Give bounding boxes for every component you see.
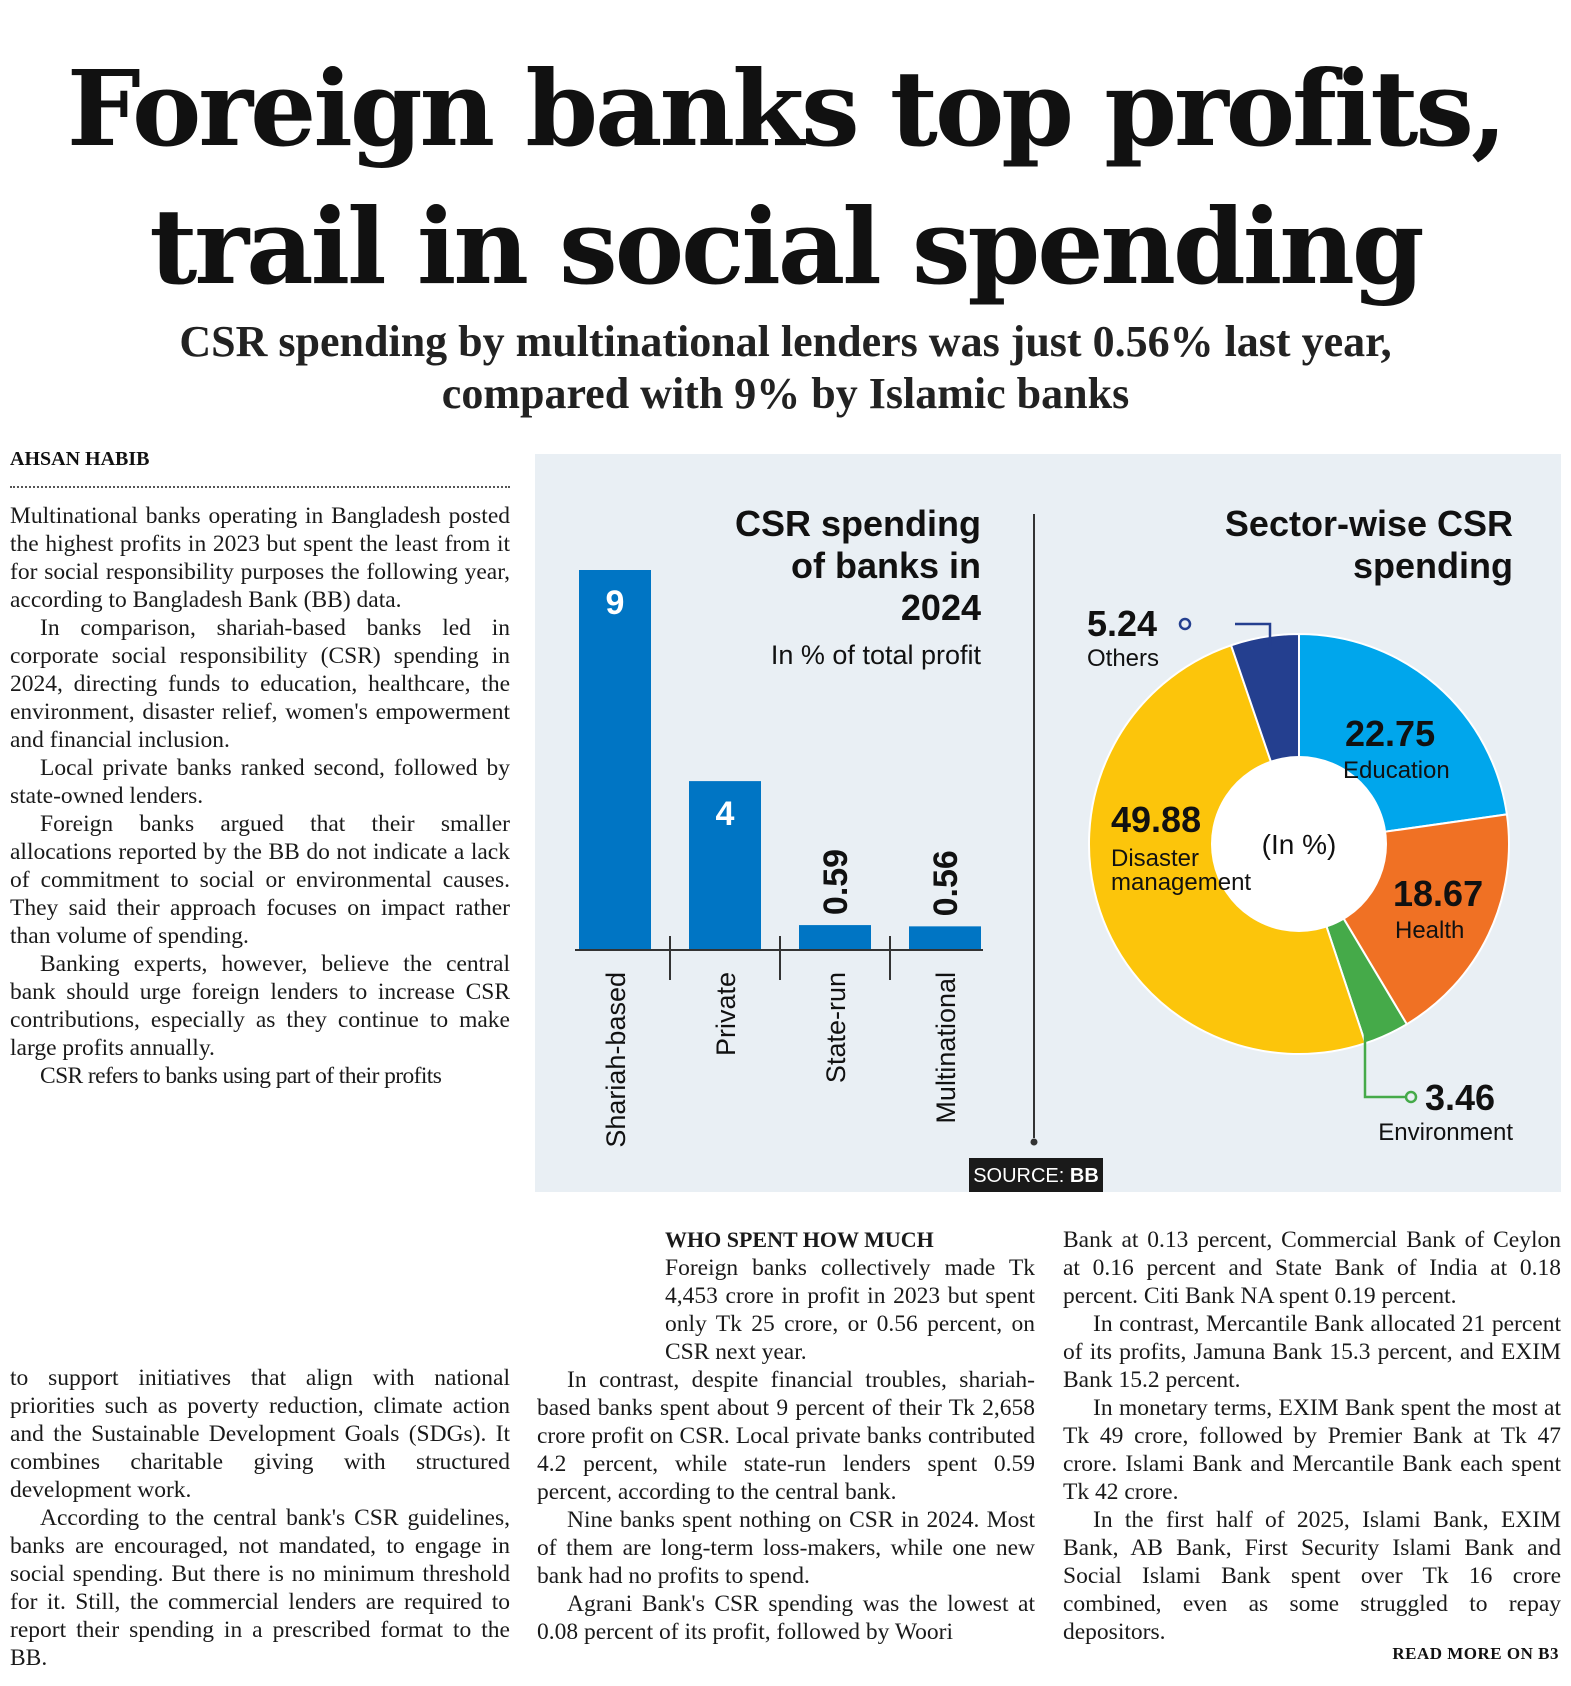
bar-shariah-based [579, 570, 651, 950]
article-column-2 [537, 1226, 1035, 1646]
paragraph: Nine banks spent nothing on CSR in 2024. Most of them are long-term loss-makers, while one new bank had no profits to spend. [537, 1507, 1035, 1589]
paragraph: Bank at 0.13 percent, Commercial Bank of Ceylon at 0.16 percent and State Bank of India at 0.18 percent. Citi Bank NA spent 0.19 percent. [1063, 1227, 1561, 1309]
read-more-link[interactable]: READ MORE ON B3 [1392, 1644, 1559, 1663]
paragraph: Foreign banks collectively made Tk 4,453 crore in profit in 2023 but spent only Tk 25 crore, or 0.56 percent, on CSR next year. [665, 1255, 1035, 1365]
subheadline-line-1: CSR spending by multinational lenders was just 0.56% last year, [179, 317, 1392, 366]
paragraph: In contrast, Mercantile Bank allocated 21 percent of its profits, Jamuna Bank 15.3 percent, and EXIM Bank 15.2 percent. [1063, 1311, 1561, 1393]
paragraph: In contrast, despite financial troubles, shariah-based banks spent about 9 percent of their Tk 2,658 crore profit on CSR. Local private banks contributed 4.2 percent, while state-run lenders spent 0.59 percent, according to the central bank. [537, 1367, 1035, 1505]
paragraph: to support initiatives that align with national priorities such as poverty reduction, climate action and the Sustainable Development Goals (SDGs). It combines charitable giving with structured development work. [10, 1365, 510, 1503]
education-name-label: Education [1343, 757, 1450, 784]
article-column-1-top [10, 502, 510, 1090]
section-subheading: WHO SPENT HOW MUCH [665, 1227, 934, 1252]
paragraph: Foreign banks argued that their smaller allocations reported by the BB do not indicate a lack of commitment to social or environmental causes. They said their approach focuses on impact rather than volume of spending. [10, 811, 510, 949]
infographic [535, 454, 1561, 1192]
article-column-3 [1063, 1226, 1561, 1646]
subheadline-line-2: compared with 9% by Islamic banks [441, 369, 1130, 418]
others-name-label: Others [1087, 645, 1160, 672]
paragraph: In comparison, shariah-based banks led in corporate social responsibility (CSR) spending in 2024, directing funds to education, healthcare, the environment, disaster relief, women's empowerment and financial inclusion. [10, 615, 510, 753]
paragraph: In the first half of 2025, Islami Bank, EXIM Bank, AB Bank, First Security Islami Bank and Social Islami Bank spent over Tk 16 crore combined, even as some struggled to repay depositors. [1063, 1507, 1561, 1645]
bar-value-label: 9 [605, 584, 625, 622]
source-value: BB [1069, 1165, 1099, 1187]
category-label: Private [711, 972, 741, 1057]
byline: AHSAN HABIB [10, 448, 150, 470]
category-label: Shariah-based [601, 972, 631, 1148]
bar-value-label: 0.56 [927, 850, 965, 917]
headline [0, 40, 1571, 316]
subheadline [0, 316, 1571, 420]
pie-chart-title-line-1: Sector-wise CSR [1224, 503, 1513, 544]
bar-chart-title-line-3: 2024 [900, 587, 981, 628]
health-value-label: 18.67 [1393, 873, 1484, 914]
disaster-value-label: 49.88 [1111, 799, 1202, 840]
paragraph: Agrani Bank's CSR spending was the lowest at 0.08 percent of its profit, followed by Woori [537, 1591, 1035, 1645]
paragraph: Local private banks ranked second, followed by state-owned lenders. [10, 755, 510, 809]
donut-center-label: (In %) [1261, 829, 1337, 860]
category-label: Multinational [931, 972, 961, 1124]
bar-chart-title-line-1: CSR spending [734, 503, 981, 544]
pie-chart-title-line-2: spending [1353, 545, 1513, 586]
divider-dot [1031, 1139, 1038, 1146]
bar-state-run [799, 925, 871, 950]
infographic-canvas [535, 454, 1561, 1192]
source-label: SOURCE: [973, 1165, 1070, 1187]
bar-chart-title-line-2: of banks in [790, 545, 981, 586]
headline-line-2: trail in social spending [149, 185, 1422, 308]
disaster-name-label-line-1: Disaster [1111, 845, 1200, 872]
bar-multinational [909, 926, 981, 950]
bar-value-label: 0.59 [817, 848, 855, 916]
column-2-lead-block [665, 1226, 1035, 1366]
paragraph: Banking experts, however, believe the central bank should urge foreign lenders to increase CSR contributions, especially as they continue to make large profits annually. [10, 951, 510, 1061]
paragraph: CSR refers to banks using part of their profits [40, 1063, 442, 1089]
source-tag [973, 1165, 1099, 1187]
environment-name-label: Environment [1378, 1119, 1513, 1146]
headline-line-1: Foreign banks top profits, [66, 47, 1505, 170]
others-value-label: 5.24 [1087, 603, 1158, 644]
environment-value-label: 3.46 [1425, 1077, 1496, 1118]
category-label: State-run [821, 972, 851, 1084]
health-name-label: Health [1395, 917, 1465, 944]
article-column-1-bottom [10, 1364, 510, 1672]
bar-chart-subtitle: In % of total profit [770, 640, 981, 670]
others-leader-dot [1180, 619, 1190, 629]
bar-value-label: 4 [715, 795, 735, 834]
paragraph: According to the central bank's CSR guidelines, banks are encouraged, not mandated, to engage in social spending. But there is no minimum threshold for it. Still, the commercial lenders are required to report their spending in a prescribed format to the BB. [10, 1505, 510, 1671]
paragraph: In monetary terms, EXIM Bank spent the most at Tk 49 crore, followed by Premier Bank at Tk 47 crore. Islami Bank and Mercantile Bank each spent Tk 42 crore. [1063, 1395, 1561, 1505]
byline-divider [10, 486, 510, 488]
education-value-label: 22.75 [1345, 713, 1436, 754]
environment-leader-dot [1406, 1092, 1416, 1102]
paragraph: Multinational banks operating in Bangladesh posted the highest profits in 2023 but spent the least from it for social responsibility purposes the following year, according to Bangladesh Bank (BB) data. [10, 503, 510, 613]
disaster-name-label-line-2: management [1111, 869, 1252, 896]
